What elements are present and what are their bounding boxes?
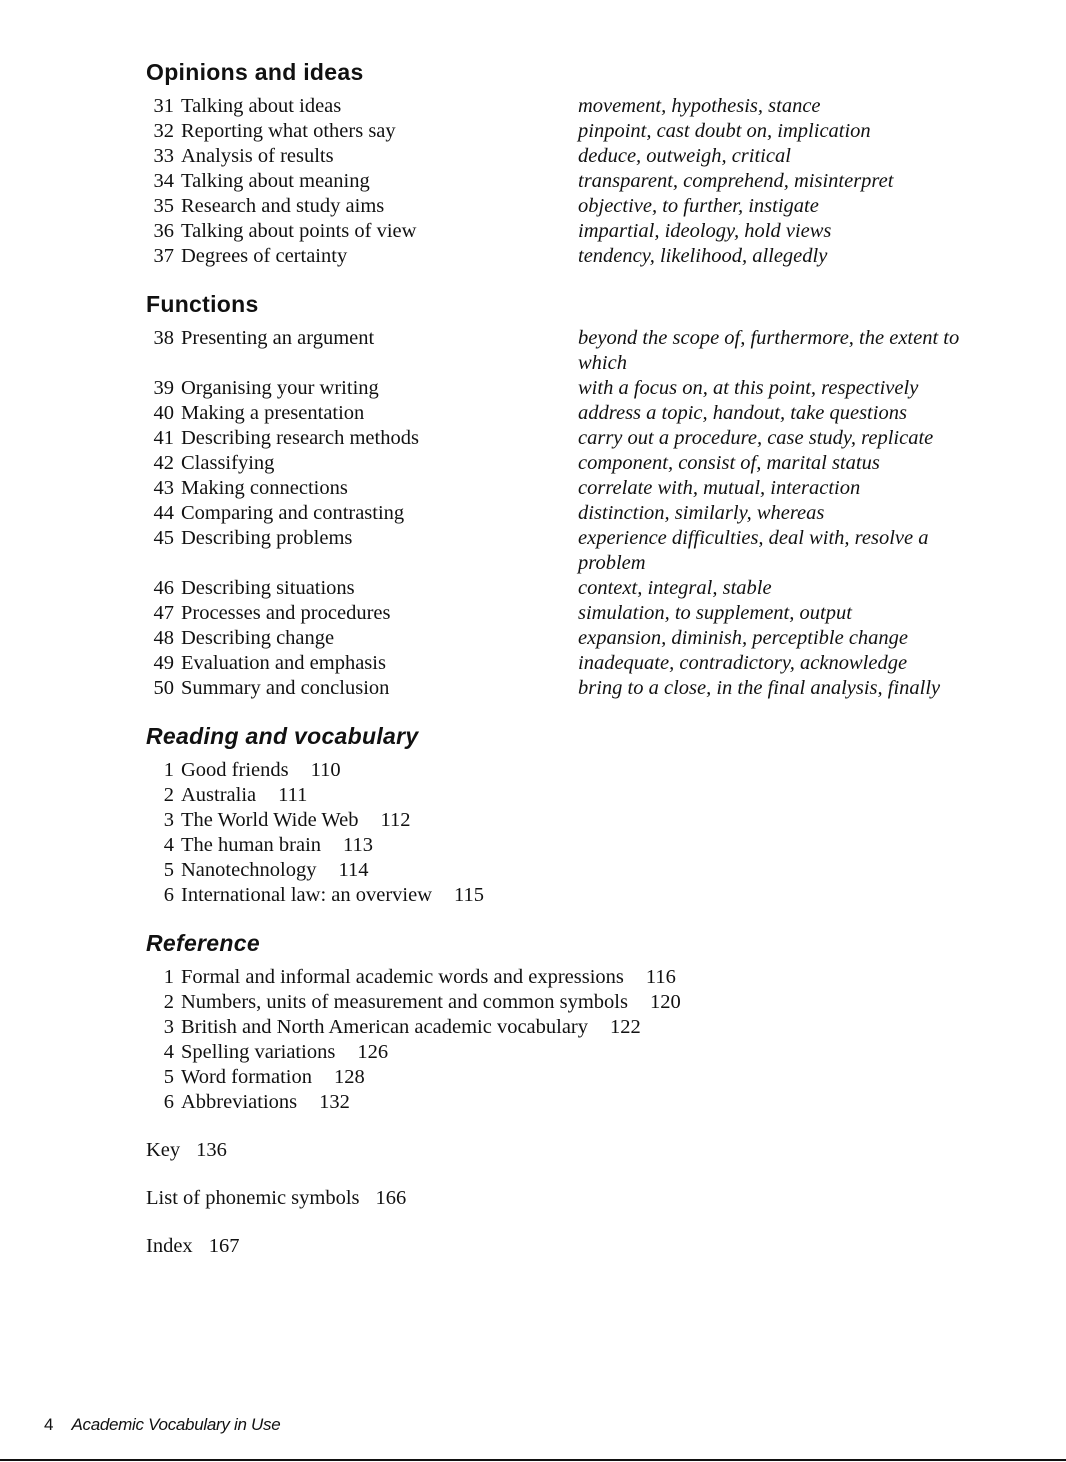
entry-title-wrap [181,990,681,1015]
key-vocabulary: correlate with, mutual, interaction [578,477,861,499]
section-heading: Reading and vocabulary [146,723,419,749]
entry-title-wrap [181,808,411,833]
page-number: 113 [343,834,374,856]
contents-entry [146,1138,1026,1163]
unit-title: Comparing and contrasting [181,502,405,524]
unit-number: 45 [153,527,174,549]
contents-entry [146,758,1026,783]
unit-title: Evaluation and emphasis [181,652,386,674]
entry-title: Nanotechnology [181,859,317,881]
key-vocabulary: impartial, ideology, hold views [578,220,832,242]
page-footer [44,1415,280,1435]
entry-title: Word formation [181,1066,312,1088]
entry-title-wrap [181,1015,641,1040]
contents-entry [146,194,1026,219]
unit-title: Talking about points of view [181,220,417,242]
page-number: 136 [196,1139,227,1161]
key-vocabulary: address a topic, handout, take questions [578,402,907,424]
key-vocabulary: beyond the scope of, furthermore, the extent to which [578,327,960,374]
entry-title: Spelling variations [181,1041,336,1063]
contents-entry [146,451,1026,476]
page-number: 110 [310,759,341,781]
unit-title: Organising your writing [181,377,379,399]
contents-entry [146,833,1026,858]
unit-title: Talking about meaning [181,170,370,192]
contents-entry [146,1090,1026,1115]
section-heading: Opinions and ideas [146,59,364,85]
page-number: 128 [334,1066,365,1088]
unit-number: 2 [163,784,174,806]
book-title: Academic Vocabulary in Use [71,1415,281,1434]
contents-entry [146,526,1026,576]
key-vocabulary: component, consist of, marital status [578,452,880,474]
unit-number: 33 [153,145,174,167]
entry-title: Good friends [181,759,289,781]
key-vocabulary: expansion, diminish, perceptible change [578,627,909,649]
key-vocabulary: deduce, outweigh, critical [578,145,791,167]
unit-number: 49 [153,652,174,674]
page-number: 4 [44,1415,54,1434]
contents-entry [146,1186,1026,1211]
unit-number: 31 [153,95,174,117]
unit-title: Reporting what others say [181,120,396,142]
contents-entry [146,426,1026,451]
unit-number: 4 [163,1041,174,1063]
contents-entry [146,169,1026,194]
unit-number: 3 [163,809,174,831]
page-number: 120 [649,991,681,1013]
key-vocabulary: simulation, to supplement, output [578,602,852,624]
unit-title: Describing problems [181,527,353,549]
contents-entry [146,144,1026,169]
entry-title-wrap [181,758,341,783]
footer-rule [0,1459,1066,1461]
key-vocabulary: context, integral, stable [578,577,772,599]
entry-title: Abbreviations [181,1091,298,1113]
unit-title: Making a presentation [181,402,365,424]
unit-number: 46 [153,577,174,599]
page-number: 112 [380,809,411,831]
contents-entry [146,501,1026,526]
unit-number: 1 [163,759,174,781]
unit-title: Summary and conclusion [181,677,390,699]
key-vocabulary: transparent, comprehend, misinterpret [578,170,894,192]
unit-title: Talking about ideas [181,95,342,117]
page-number: 111 [278,784,308,806]
unit-title: Degrees of certainty [181,245,348,267]
unit-number: 5 [163,1066,174,1088]
key-vocabulary: objective, to further, instigate [578,195,819,217]
contents-entry [146,1065,1026,1090]
unit-title: Classifying [181,452,275,474]
unit-number: 40 [153,402,174,424]
unit-number: 6 [163,884,174,906]
unit-number: 36 [153,220,174,242]
unit-title: Analysis of results [181,145,334,167]
contents-entry [146,808,1026,833]
entry-title: Numbers, units of measurement and common symbols [181,991,628,1013]
contents-entry [146,651,1026,676]
entry-title: List of phonemic symbols [146,1187,360,1209]
contents-entry [146,965,1026,990]
contents-entry [146,576,1026,601]
contents-entry [146,1015,1026,1040]
unit-number: 42 [153,452,174,474]
entry-title: The human brain [181,834,322,856]
unit-number: 3 [163,1016,174,1038]
entry-title: The World Wide Web [181,809,359,831]
unit-number: 37 [153,245,174,267]
unit-number: 38 [153,327,174,349]
page-number: 132 [319,1091,350,1113]
unit-title: Processes and procedures [181,602,391,624]
key-vocabulary: bring to a close, in the final analysis, finally [578,677,941,699]
unit-number: 50 [153,677,174,699]
key-vocabulary: movement, hypothesis, stance [578,95,821,117]
unit-number: 48 [153,627,174,649]
entry-title: Key [146,1139,181,1161]
section-heading: Functions [146,291,259,317]
contents-entry [146,244,1026,269]
entry-title: British and North American academic vocabulary [181,1016,589,1038]
unit-title: Making connections [181,477,348,499]
unit-number: 41 [153,427,174,449]
contents-entry [146,401,1026,426]
unit-title: Describing situations [181,577,355,599]
entry-title: Australia [181,784,257,806]
contents-entry [146,476,1026,501]
unit-number: 39 [153,377,174,399]
key-vocabulary: experience difficulties, deal with, resolve a problem [578,527,929,574]
contents-entry [146,990,1026,1015]
entry-title: International law: an overview [181,884,433,906]
unit-number: 32 [153,120,174,142]
contents-list [146,58,1026,1259]
page-number: 122 [610,1016,641,1038]
unit-title: Describing change [181,627,335,649]
page-number: 166 [375,1187,407,1209]
key-vocabulary: pinpoint, cast doubt on, implication [578,120,871,142]
key-vocabulary: tendency, likelihood, allegedly [578,245,828,267]
entry-title-wrap [181,1065,365,1090]
contents-entry [146,1040,1026,1065]
entry-title-wrap [181,833,373,858]
page-number: 116 [645,966,676,988]
contents-entry [146,219,1026,244]
contents-entry [146,858,1026,883]
entry-title: Formal and informal academic words and expressions [181,966,624,988]
entry-title: Index [146,1235,193,1257]
key-vocabulary: inadequate, contradictory, acknowledge [578,652,908,674]
page-number: 126 [357,1041,389,1063]
section-heading: Reference [146,930,260,956]
unit-title: Research and study aims [181,195,385,217]
key-vocabulary: with a focus on, at this point, respectively [578,377,919,399]
page-number: 167 [208,1235,240,1257]
unit-number: 34 [153,170,174,192]
unit-number: 2 [163,991,174,1013]
unit-number: 4 [163,834,174,856]
contents-entry [146,783,1026,808]
entry-title-wrap [181,883,484,908]
unit-number: 6 [163,1091,174,1113]
contents-entry [146,676,1026,701]
unit-number: 5 [163,859,174,881]
key-vocabulary: carry out a procedure, case study, replicate [578,427,934,449]
contents-entry [146,626,1026,651]
entry-title-wrap [181,1040,388,1065]
entry-title-wrap [181,858,369,883]
key-vocabulary: distinction, similarly, whereas [578,502,825,524]
unit-number: 43 [153,477,174,499]
contents-entry [146,1234,1026,1259]
unit-title: Describing research methods [181,427,419,449]
contents-entry [146,376,1026,401]
entry-title-wrap [181,783,307,808]
unit-number: 1 [163,966,174,988]
contents-entry [146,94,1026,119]
unit-number: 47 [153,602,174,624]
contents-entry [146,883,1026,908]
contents-entry [146,326,1026,376]
entry-title-wrap [181,965,676,990]
unit-number: 44 [153,502,174,524]
contents-entry [146,119,1026,144]
page-number: 114 [338,859,369,881]
page-number: 115 [454,884,485,906]
entry-title-wrap [181,1090,350,1115]
contents-entry [146,601,1026,626]
unit-number: 35 [153,195,174,217]
unit-title: Presenting an argument [181,327,375,349]
